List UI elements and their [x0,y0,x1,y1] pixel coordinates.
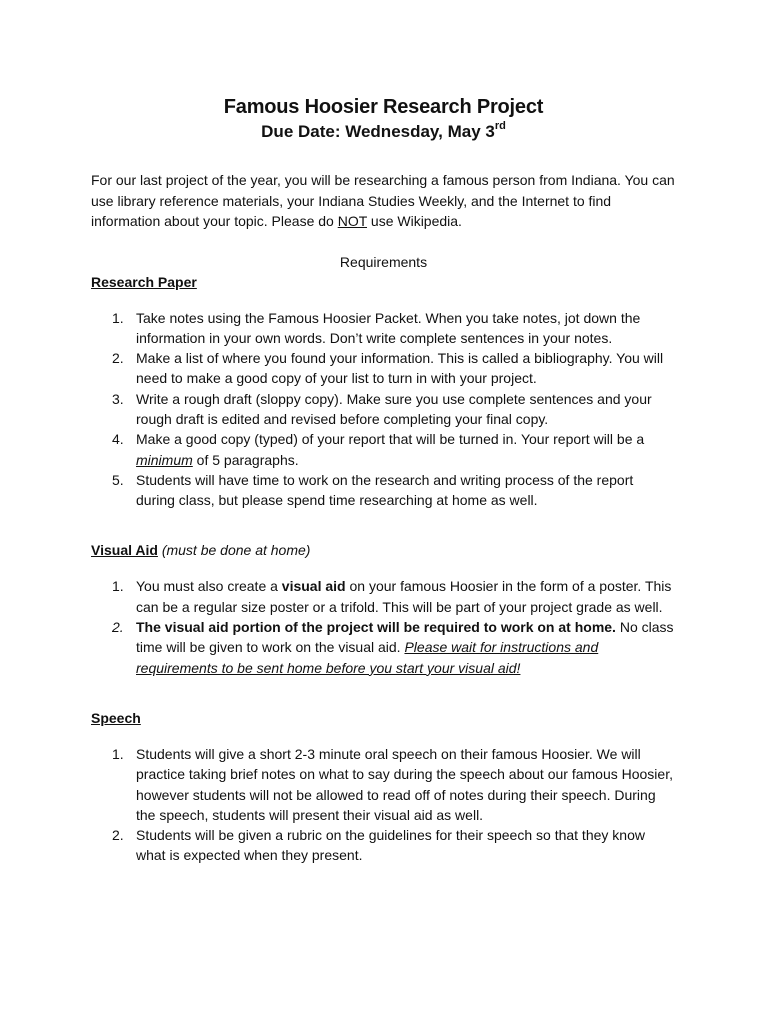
speech-list [91,744,676,866]
list-item-text: on your famous Hoosier in the form of a poster. This can be a regular size poster or a trifold. This will be part of your project grade as well. [136,578,672,615]
list-item-text: You must also create a [136,578,282,595]
due-date [91,120,676,144]
wait-instructions-emphasis: Please wait for instructions and requirements to be sent home before you start your visual aid! [136,639,599,676]
list-item-text: Students will give a short 2-3 minute oral speech on their famous Hoosier. We will practice taking brief notes on what to say during the speech about our famous Hoosier, however students will not be allowed to read off of notes during their speech. During the speech, students will present their visual aid as well. [136,745,673,823]
requirements-heading: Requirements [339,253,428,270]
list-number: 2. [112,827,124,844]
due-date-suffix: rd [494,120,506,132]
list-item-text: Students will be given a rubric on the guidelines for their speech so that they know what is expected when they present. [136,827,645,864]
list-number: 1. [112,745,124,762]
visual-aid-list [91,576,676,677]
list-item [91,429,676,470]
list-item [91,744,676,825]
list-item [91,348,676,389]
research-paper-heading: Research Paper [91,273,197,290]
list-number: 2. [112,619,124,636]
intro-text-2: use Wikipedia. [367,213,462,229]
intro-paragraph [91,170,676,232]
list-item [91,389,676,430]
list-number: 4. [112,431,124,448]
list-item-text: Take notes using the Famous Hoosier Packet. When you take notes, jot down the information in your own words. Don’t write complete sentences in your notes. [136,309,641,346]
list-number: 1. [112,309,124,326]
visual-aid-bold: visual aid [281,578,346,595]
list-number: 3. [112,390,124,407]
list-item-text: Make a good copy (typed) of your report that will be turned in. Your report will be a [136,431,645,448]
list-item [91,576,676,617]
list-number: 2. [112,350,124,367]
visual-aid-heading [91,540,676,560]
list-item-text: No class time will be given to work on the visual aid. [136,619,674,656]
list-number: 5. [112,471,124,488]
due-date-text: Due Date: Wednesday, May 3 [261,122,495,141]
intro-not-emphasis: NOT [337,213,368,229]
research-paper-list [91,308,676,511]
minimum-emphasis: minimum [136,451,193,468]
list-item-text: Students will have time to work on the research and writing process of the report during class, but please spend time researching at home as well. [136,471,634,509]
list-item [91,470,676,511]
list-item [91,617,676,678]
intro-text-1: For our last project of the year, you will be researching a famous person from Indiana. You can use library reference materials, your Indiana Studies Weekly, and the Internet to find information about your topic. Please do [91,172,675,229]
list-number: 1. [112,578,124,595]
list-item-text: Make a list of where you found your information. This is called a bibliography. You will need to make a good copy of your list to turn in with your project. [136,350,664,387]
document-title: Famous Hoosier Research Project [223,96,544,118]
visual-aid-heading-label: Visual Aid [91,542,158,559]
visual-aid-note: (must be done at home) [161,542,311,559]
list-item-text: Write a rough draft (sloppy copy). Make sure you use complete sentences and your rough draft is edited and revised before completing your final copy. [136,390,652,427]
speech-heading: Speech [91,709,141,726]
list-item [91,308,676,349]
list-item [91,825,676,866]
list-item-text: of 5 paragraphs. [192,451,299,468]
home-requirement-bold: The visual aid portion of the project will be required to work on at home. [136,619,616,636]
